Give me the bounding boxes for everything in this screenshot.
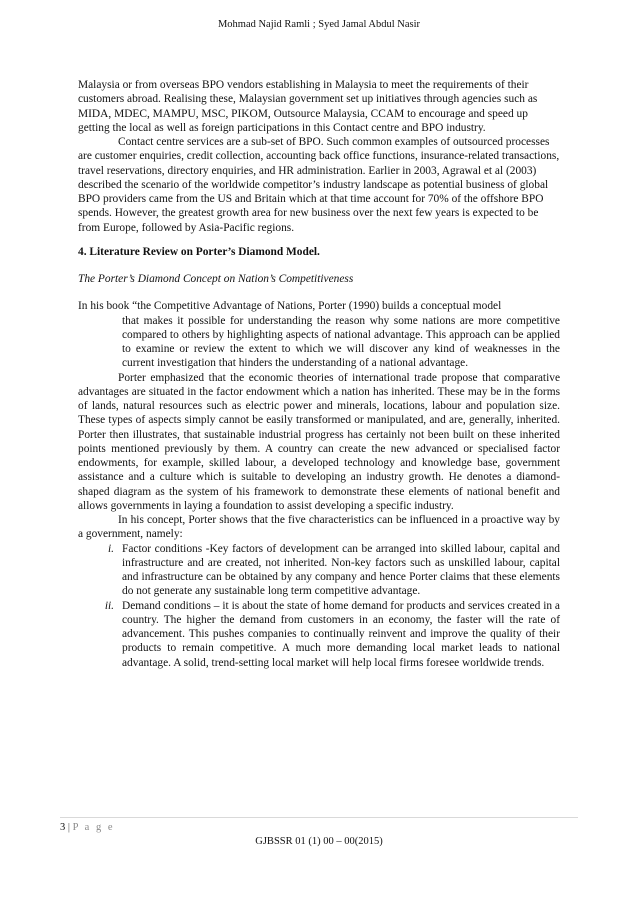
- page-number: 3: [60, 822, 66, 833]
- list-item-number: ii.: [104, 599, 114, 612]
- paragraph-porter-book-first-line: In his book “the Competitive Advantage of Nations, Porter (1990) builds a conceptual model: [78, 300, 502, 313]
- list-item: [78, 542, 560, 599]
- list-item-number: i.: [107, 542, 114, 555]
- paragraph-contact-centre: Contact centre services are a sub-set of BPO. Such common examples of outsourced processes are customer enquiries, credit collection, accounting back office functions, insurance-related transactions, travel reservations, directory enquiries, and HR administration. Earlier in 2003, Agrawal et al (2003) described the scenario of the worldwide competitor’s industry landscape as potential business of global BPO providers came from the US and Britain which at that time account for 70% of the offshore BPO spends. However, the greatest growth area for new business over the next few years is expected to be from Europe, followed by Asia-Pacific regions.: [78, 136, 560, 234]
- paragraph-porter-emphasized: Porter emphasized that the economic theories of international trade propose that comparative advantages are situated in the factor endowment which a nation has inherited. These may be in the forms of lands, natural resources such as electric power and minerals, locations, labour and population size. These types of aspects simply cannot be easily transformed or manipulated, and are, generally, inherited. Porter then illustrates, that sustainable industrial progress has certainly not been built on these inherited points mentioned previously by them. A country can create the new advanced or specialised factor endowments, for example, skilled labour, a developed technology and knowledge base, government assistance and a culture which is suitable to developing an industry growth. He denotes a diamond-shaped diagram as the system of his framework to demonstrate these elements of national benefit and allows governments in laying a foundation to assist developing a specific industry.: [78, 371, 560, 512]
- journal-reference: GJBSSR 01 (1) 00 – 00(2015): [255, 836, 383, 847]
- paragraph-porter-book-continued: that makes it possible for understanding the reason why some nations are more competitive compared to others by highlighting aspects of national advantage. This approach can be applied to examine or review the extent to which we will discover any kind of weaknesses in the current investigation that hinders the understanding of a national advantage.: [122, 314, 560, 370]
- running-header: Mohmad Najid Ramli ; Syed Jamal Abdul Nasir: [217, 19, 421, 30]
- subsection-heading: The Porter’s Diamond Concept on Nation’s Competitiveness: [78, 273, 354, 285]
- page-body: [78, 78, 560, 670]
- footer-divider: [60, 817, 578, 818]
- page-number-block: [60, 822, 115, 833]
- paragraph-bpo-vendors: Malaysia or from overseas BPO vendors establishing in Malaysia to meet the requirements of their customers abroad. Realising these, Malaysian government set up initiatives through agencies such as MIDA, MDEC, MAMPU, MSC, PIKOM, Outsource Malaysia, CCAM to encourage and speed up getting the local as well as foreign participations in this Contact centre and BPO industry.: [78, 79, 538, 134]
- list-item-text: Demand conditions – it is about the state of home demand for products and services created in a country. The higher the demand from customers in an economy, the faster will the rate of advancement. This pushes companies to continually reinvent and improve the quality of their products to remain competitive. A much more demanding local market leads to national advantage. A solid, trend-setting local market will help local firms foresee worldwide trends.: [122, 599, 560, 669]
- page-label: P a g e: [72, 822, 115, 833]
- paragraph-five-characteristics: In his concept, Porter shows that the five characteristics can be influenced in a proactive way by a government, namely:: [78, 514, 560, 541]
- list-item: [78, 599, 560, 670]
- list-item-text: Factor conditions -Key factors of development can be arranged into skilled labour, capital and infrastructure and are created, not inherited. Non-key factors such as unskilled labour, capital and infrastructure can be obtained by any company and hence Porter claims that these elements do not generate any sustainable long term competitive advantage.: [122, 542, 560, 598]
- page-separator: |: [67, 822, 70, 833]
- section-heading: 4. Literature Review on Porter’s Diamond Model.: [78, 245, 320, 258]
